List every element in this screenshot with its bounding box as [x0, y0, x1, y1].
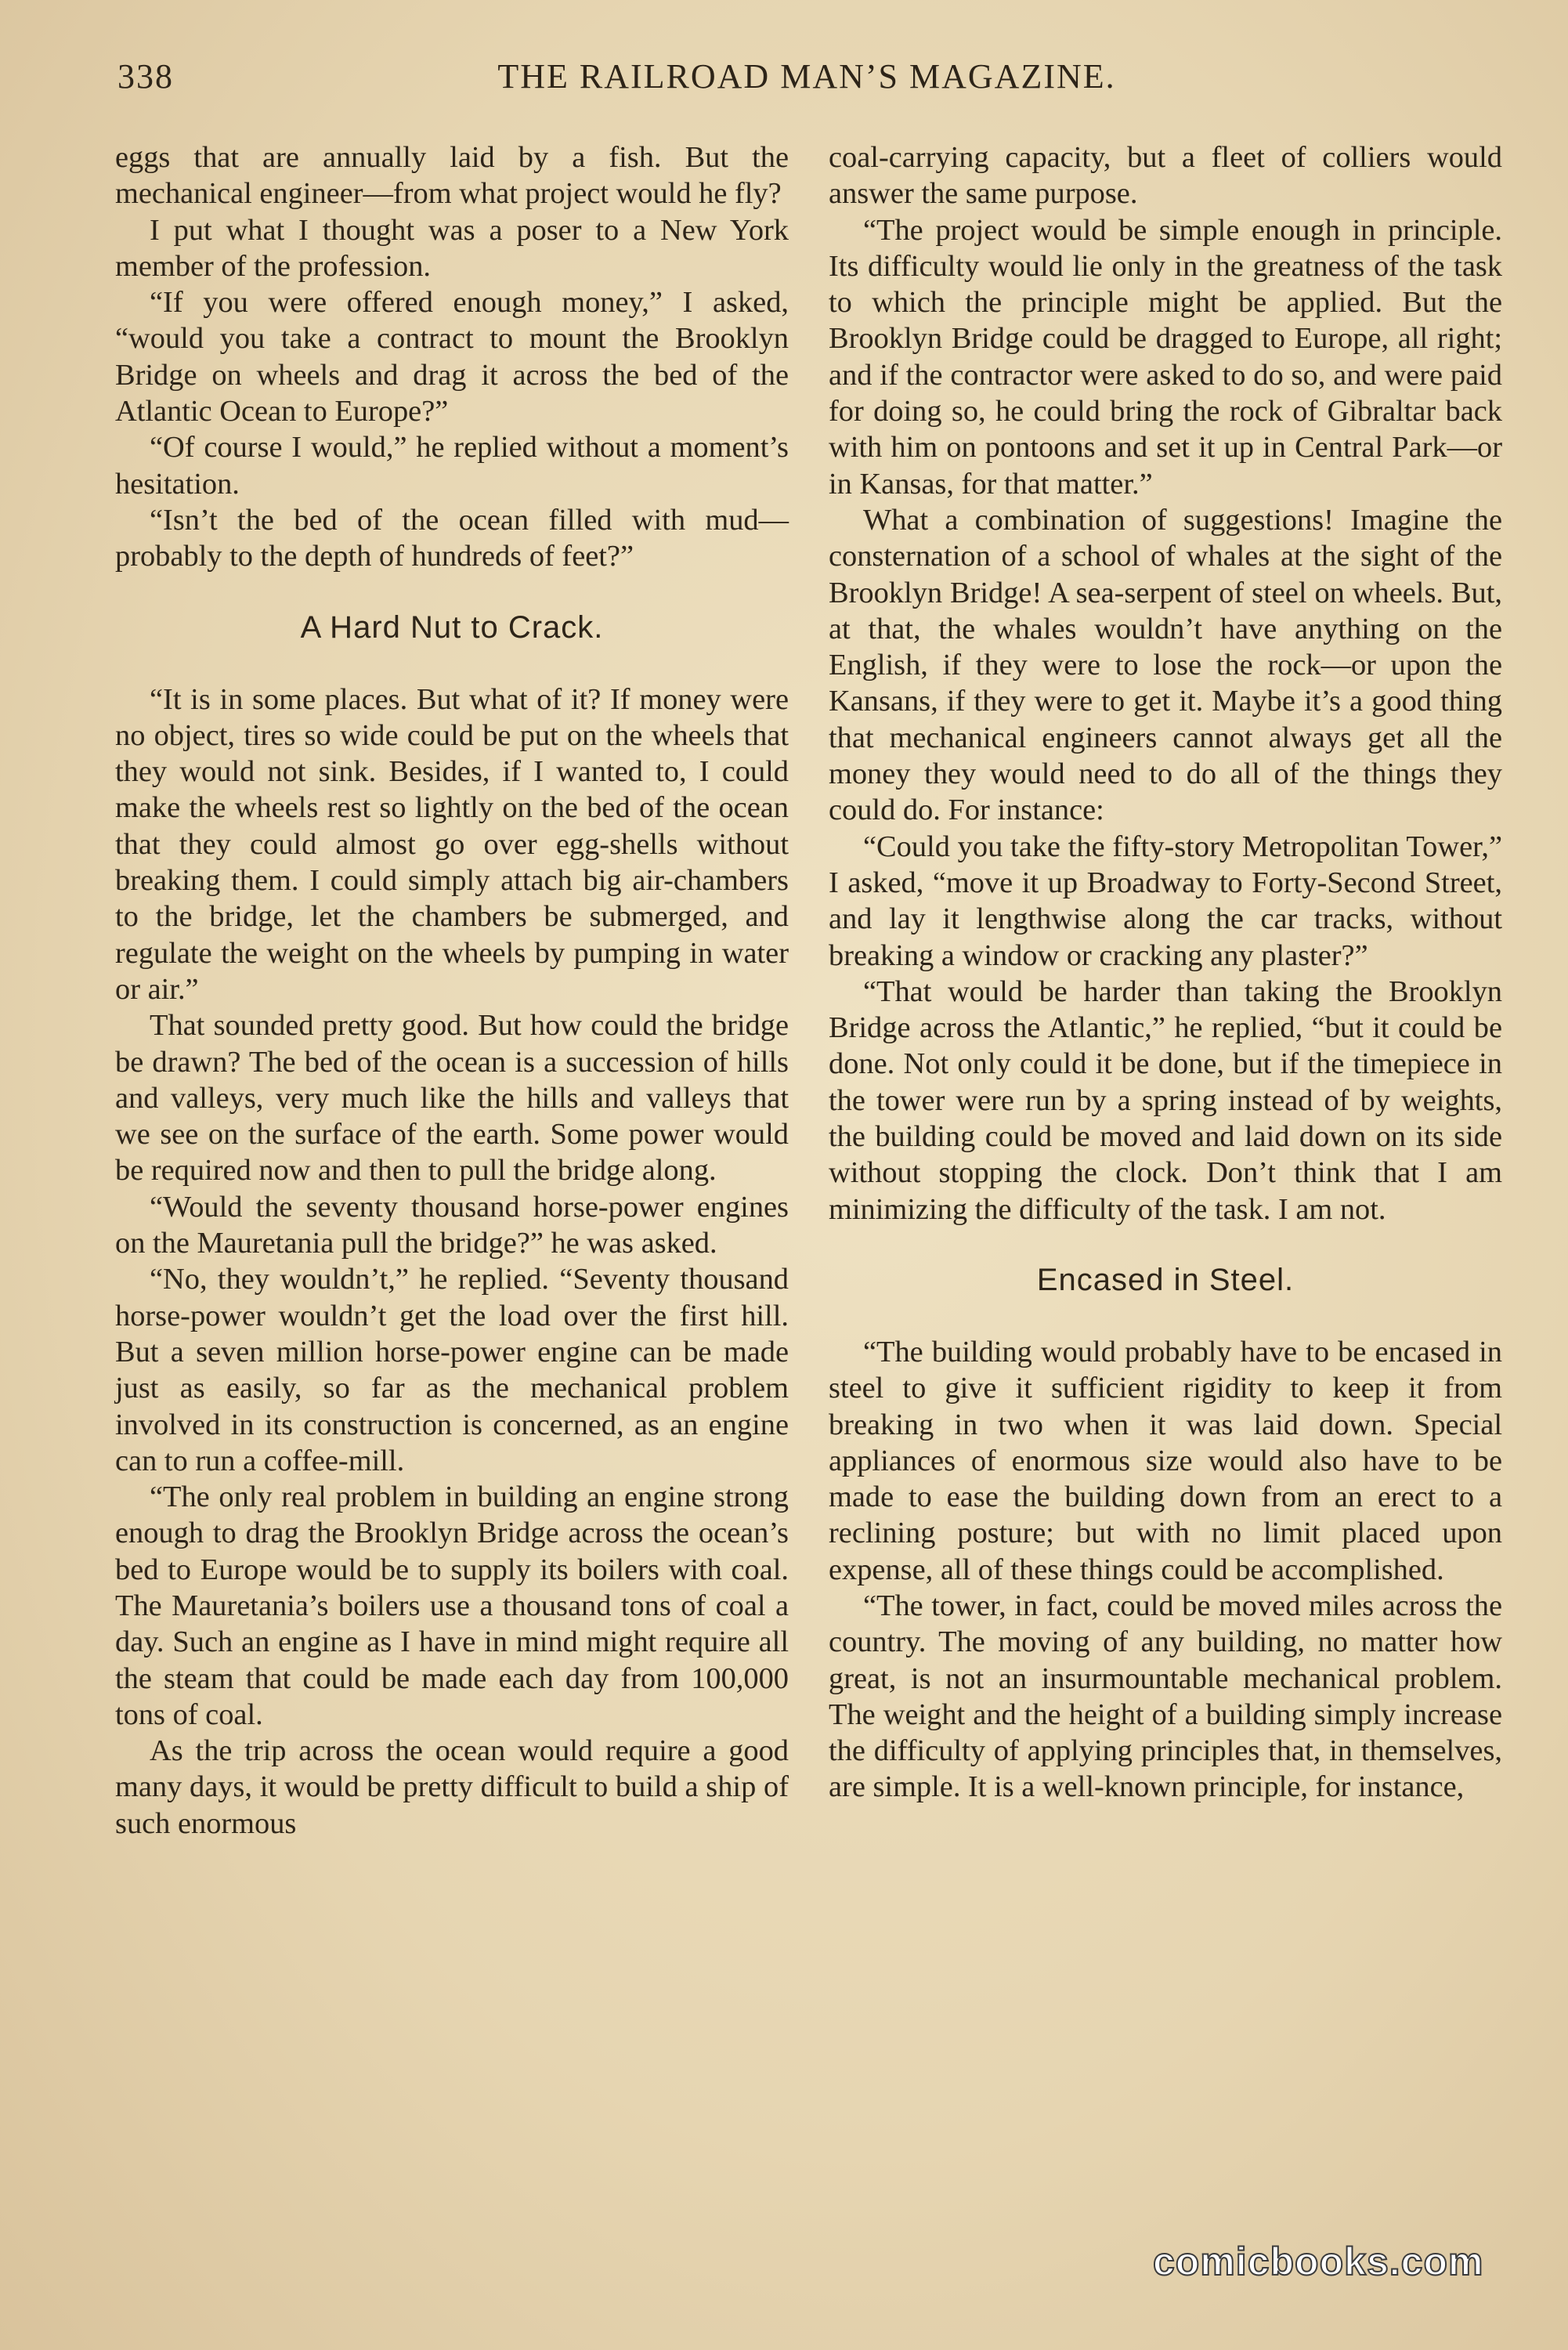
page-header: [117, 56, 1496, 103]
paragraph: “Would the seventy thousand horse-power engines on the Mauretania pull the bridge?” he was asked.: [115, 1190, 789, 1260]
section-heading: Encased in Steel.: [1036, 1262, 1295, 1297]
page-number: 338: [117, 57, 174, 96]
paragraph: That sounded pretty good. But how could the bridge be drawn? The bed of the ocean is a succession of hills and valleys, very much like the hills and valleys that we see on the surface of the earth. Some power would be required now and then to pull the bridge along.: [115, 1009, 789, 1188]
paragraph: As the trip across the ocean would require a good many days, it would be pretty difficult to build a ship of such enormous: [115, 1734, 789, 1840]
paragraph: “That would be harder than taking the Brooklyn Bridge across the Atlantic,” he replied, “but it could be done. Not only could it be done, but if the timepiece in the tower were run by a spring instead of by weights, the building could be moved and laid down on its side without stopping the clock. Don’t think that I am minimizing the difficulty of the task. I am not.: [829, 974, 1502, 1226]
paragraph: “If you were offered enough money,” I asked, “would you take a contract to mount the Brooklyn Bridge on wheels and drag it across the bed of the Atlantic Ocean to Europe?”: [115, 286, 789, 428]
paragraph: “The building would probably have to be encased in steel to give it sufficient rigidity to keep it from breaking in two when it was laid down. Special appliances of enormous size would also have to be made to ease the building down from an erect to a reclining posture; but with no limit placed upon expense, all of these things could be accomplished.: [829, 1335, 1502, 1586]
paragraph: “It is in some places. But what of it? If money were no object, tires so wide could be put on the wheels that they would not sink. Besides, if I wanted to, I could make the wheels rest so lightly on the bed of the ocean that they could almost go over egg-shells without breaking them. I could simply attach big air-chambers to the bridge, let the chambers be submerged, and regulate the weight on the wheels by pumping in water or air.”: [115, 682, 789, 1006]
watermark: comicbooks.com: [1153, 2240, 1484, 2283]
paragraph: eggs that are annually laid by a fish. But the mechanical engineer—from what project would he fly?: [115, 141, 789, 211]
paragraph: coal-carrying capacity, but a fleet of colliers would answer the same purpose.: [829, 141, 1502, 211]
running-title: THE RAILROAD MAN’S MAGAZINE.: [497, 57, 1116, 96]
paragraph: “Of course I would,” he replied without a moment’s hesitation.: [115, 431, 789, 501]
left-column: [115, 139, 789, 1842]
paragraph: “Isn’t the bed of the ocean filled with mud—probably to the depth of hundreds of feet?”: [115, 503, 789, 573]
paragraph: “No, they wouldn’t,” he replied. “Seventy thousand horse-power wouldn’t get the load over the first hill. But a seven million horse-power engine can be made just as easily, so far as the mechanical problem involved in its construction is concerned, as an engine can to run a coffee-mill.: [115, 1263, 789, 1477]
paragraph: I put what I thought was a poser to a New York member of the profession.: [115, 213, 789, 283]
paragraph: “Could you take the fifty-story Metropolitan Tower,” I asked, “move it up Broadway to Forty-Second Street, and lay it lengthwise along the car tracks, without breaking a window or cracking any plaster?”: [829, 830, 1502, 972]
right-column: [829, 139, 1502, 1806]
section-heading: A Hard Nut to Crack.: [300, 609, 604, 645]
paragraph: “The project would be simple enough in principle. Its difficulty would lie only in the greatness of the task to which the principle might be applied. But the Brooklyn Bridge could be dragged to Europe, all right; and if the contractor were asked to do so, and were paid for doing so, he could bring the rock of Gibraltar back with him on pontoons and set it up in Central Park—or in Kansas, for that matter.”: [829, 213, 1502, 501]
paragraph: What a combination of suggestions! Imagine the consternation of a school of whales at the sight of the Brooklyn Bridge! A sea-serpent of steel on wheels. But, at that, the whales wouldn’t have anything on the English, if they were to lose the rock—or upon the Kansans, if they were to get it. Maybe it’s a good thing that mechanical engineers cannot always get all the money they would need to do all of the things they could do. For instance:: [829, 503, 1502, 827]
paragraph: “The only real problem in building an engine strong enough to drag the Brooklyn Bridge across the ocean’s bed to Europe would be to supply its boilers with coal. The Mauretania’s boilers use a thousand tons of coal a day. Such an engine as I have in mind might require all the steam that could be made each day from 100,000 tons of coal.: [115, 1480, 789, 1731]
paragraph: “The tower, in fact, could be moved miles across the country. The moving of any building, no matter how great, is not an insurmountable mechanical problem. The weight and the height of a building simply increase the difficulty of applying principles that, in themselves, are simple. It is a well-known principle, for instance,: [829, 1589, 1502, 1804]
